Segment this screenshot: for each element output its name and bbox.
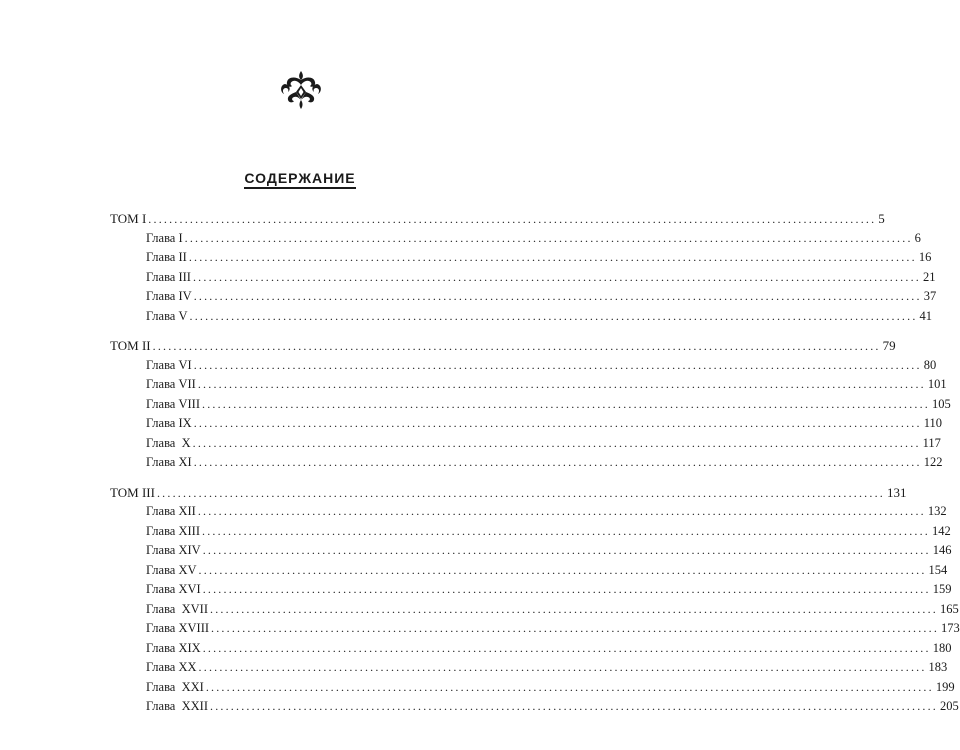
chapter-label: Глава I xyxy=(146,230,183,245)
toc-chapter-row xyxy=(110,541,952,561)
toc-heading xyxy=(0,170,600,189)
toc-chapter-row xyxy=(110,229,921,249)
volume-title: ТОМ II xyxy=(110,338,151,353)
dot-leader: ............................................................................................................................................ xyxy=(202,396,930,411)
toc-chapter-row xyxy=(110,502,947,522)
chapter-label: Глава VI xyxy=(146,357,192,372)
dot-leader: ............................................................................................................................................ xyxy=(202,640,931,655)
toc-chapter-row xyxy=(110,580,952,600)
dot-leader: ............................................................................................................................................ xyxy=(188,250,917,264)
toc-chapter-row xyxy=(110,697,959,717)
page-number: 205 xyxy=(940,699,959,713)
page-number: 199 xyxy=(935,679,955,694)
toc-chapter-row xyxy=(110,307,933,327)
chapter-label: Глава VIII xyxy=(146,396,200,411)
dot-leader: ............................................................................................................................................ xyxy=(192,435,921,450)
dot-leader: ............................................................................................................................................ xyxy=(184,230,913,245)
page-number: 132 xyxy=(927,504,947,518)
toc-chapter-row xyxy=(110,678,955,698)
dot-leader: ............................................................................................................................................ xyxy=(198,660,927,674)
chapter-label: Глава V xyxy=(146,308,188,323)
toc-chapter-row xyxy=(110,453,943,473)
page-number: 16 xyxy=(918,250,932,264)
dot-leader: ............................................................................................................................................ xyxy=(189,308,918,323)
dot-leader: ............................................................................................................................................ xyxy=(211,621,940,635)
chapter-label: Глава XIV xyxy=(146,543,201,557)
chapter-label: Глава XII xyxy=(146,504,196,518)
dot-leader: ............................................................................................................................................ xyxy=(193,416,922,430)
toc-heading-text: СОДЕРЖАНИЕ xyxy=(244,170,355,189)
dot-leader: ............................................................................................................................................ xyxy=(193,357,922,372)
page-number: 5 xyxy=(878,211,885,226)
toc-chapter-row xyxy=(110,434,941,454)
page-number: 173 xyxy=(941,621,960,635)
dot-leader: ............................................................................................................................................ xyxy=(198,562,927,577)
page-number: 142 xyxy=(932,523,951,538)
toc-chapter-row xyxy=(110,561,948,581)
page-number: 180 xyxy=(932,640,952,655)
dot-leader: ............................................................................................................................................ xyxy=(156,485,885,500)
chapter-label: Глава XVII xyxy=(146,601,208,616)
dot-leader: ............................................................................................................................................ xyxy=(197,377,926,391)
page-number: 79 xyxy=(882,338,896,353)
chapter-label: Глава XX xyxy=(146,660,197,674)
volume-title: ТОМ III xyxy=(110,484,155,500)
chapter-label: Глава XIX xyxy=(146,640,201,655)
chapter-label: Глава II xyxy=(146,250,187,264)
toc-volume-row xyxy=(110,483,907,503)
dot-leader: ............................................................................................................................................ xyxy=(193,455,922,469)
dot-leader: ............................................................................................................................................ xyxy=(210,699,938,713)
page-number: 165 xyxy=(940,601,959,616)
dot-leader: ............................................................................................................................................ xyxy=(197,504,926,518)
page-number: 117 xyxy=(922,435,941,450)
chapter-label: Глава XXI xyxy=(146,679,204,694)
toc-chapter-row xyxy=(110,395,951,415)
chapter-label: Глава III xyxy=(146,269,191,284)
dot-leader: ............................................................................................................................................ xyxy=(148,212,877,226)
page-number: 6 xyxy=(914,230,921,245)
chapter-label: Глава XV xyxy=(146,562,197,577)
page-number: 110 xyxy=(923,416,942,430)
dot-leader: ............................................................................................................................................ xyxy=(202,582,931,596)
toc-volume-row xyxy=(110,336,896,356)
toc-chapter-row xyxy=(110,639,952,659)
chapter-label: Глава XVI xyxy=(146,582,201,596)
toc-chapter-row xyxy=(110,522,951,542)
page-number: 105 xyxy=(932,396,951,411)
page-number: 101 xyxy=(927,377,947,391)
dot-leader: ............................................................................................................................................ xyxy=(210,601,938,616)
page-number: 146 xyxy=(932,543,952,557)
chapter-label: Глава IV xyxy=(146,289,192,303)
dot-leader: ............................................................................................................................................ xyxy=(193,289,922,303)
toc-chapter-row xyxy=(110,600,959,620)
page-number: 80 xyxy=(923,357,937,372)
dot-leader: ............................................................................................................................................ xyxy=(205,679,934,694)
fleuron-ornament-icon xyxy=(279,70,323,110)
chapter-label: Глава X xyxy=(146,435,191,450)
chapter-label: Глава XVIII xyxy=(146,621,210,635)
table-of-contents xyxy=(110,209,960,717)
toc-chapter-row xyxy=(110,356,937,376)
dot-leader: ............................................................................................................................................ xyxy=(202,523,930,538)
toc-volume-row xyxy=(110,209,885,229)
page-number: 159 xyxy=(932,582,952,596)
chapter-label: Глава VII xyxy=(146,377,196,391)
page-number: 131 xyxy=(886,484,907,500)
dot-leader: ............................................................................................................................................ xyxy=(202,543,931,557)
page-number: 21 xyxy=(922,269,936,284)
toc-chapter-row xyxy=(110,287,937,307)
page-number: 122 xyxy=(923,455,943,469)
toc-chapter-row xyxy=(110,414,942,434)
page-number: 41 xyxy=(919,308,933,323)
chapter-label: Глава XIII xyxy=(146,523,200,538)
dot-leader: ............................................................................................................................................ xyxy=(152,339,881,353)
page-number: 154 xyxy=(928,562,948,577)
toc-chapter-row xyxy=(110,619,960,639)
chapter-label: Глава XXII xyxy=(146,699,208,713)
page-number: 37 xyxy=(923,289,937,303)
toc-chapter-row xyxy=(110,375,947,395)
toc-chapter-row xyxy=(110,658,948,678)
chapter-label: Глава IX xyxy=(146,416,192,430)
dot-leader: ............................................................................................................................................ xyxy=(192,269,921,284)
toc-chapter-row xyxy=(110,248,932,268)
chapter-label: Глава XI xyxy=(146,455,192,469)
toc-chapter-row xyxy=(110,268,936,288)
volume-title: ТОМ I xyxy=(110,211,147,226)
page-number: 183 xyxy=(928,660,948,674)
